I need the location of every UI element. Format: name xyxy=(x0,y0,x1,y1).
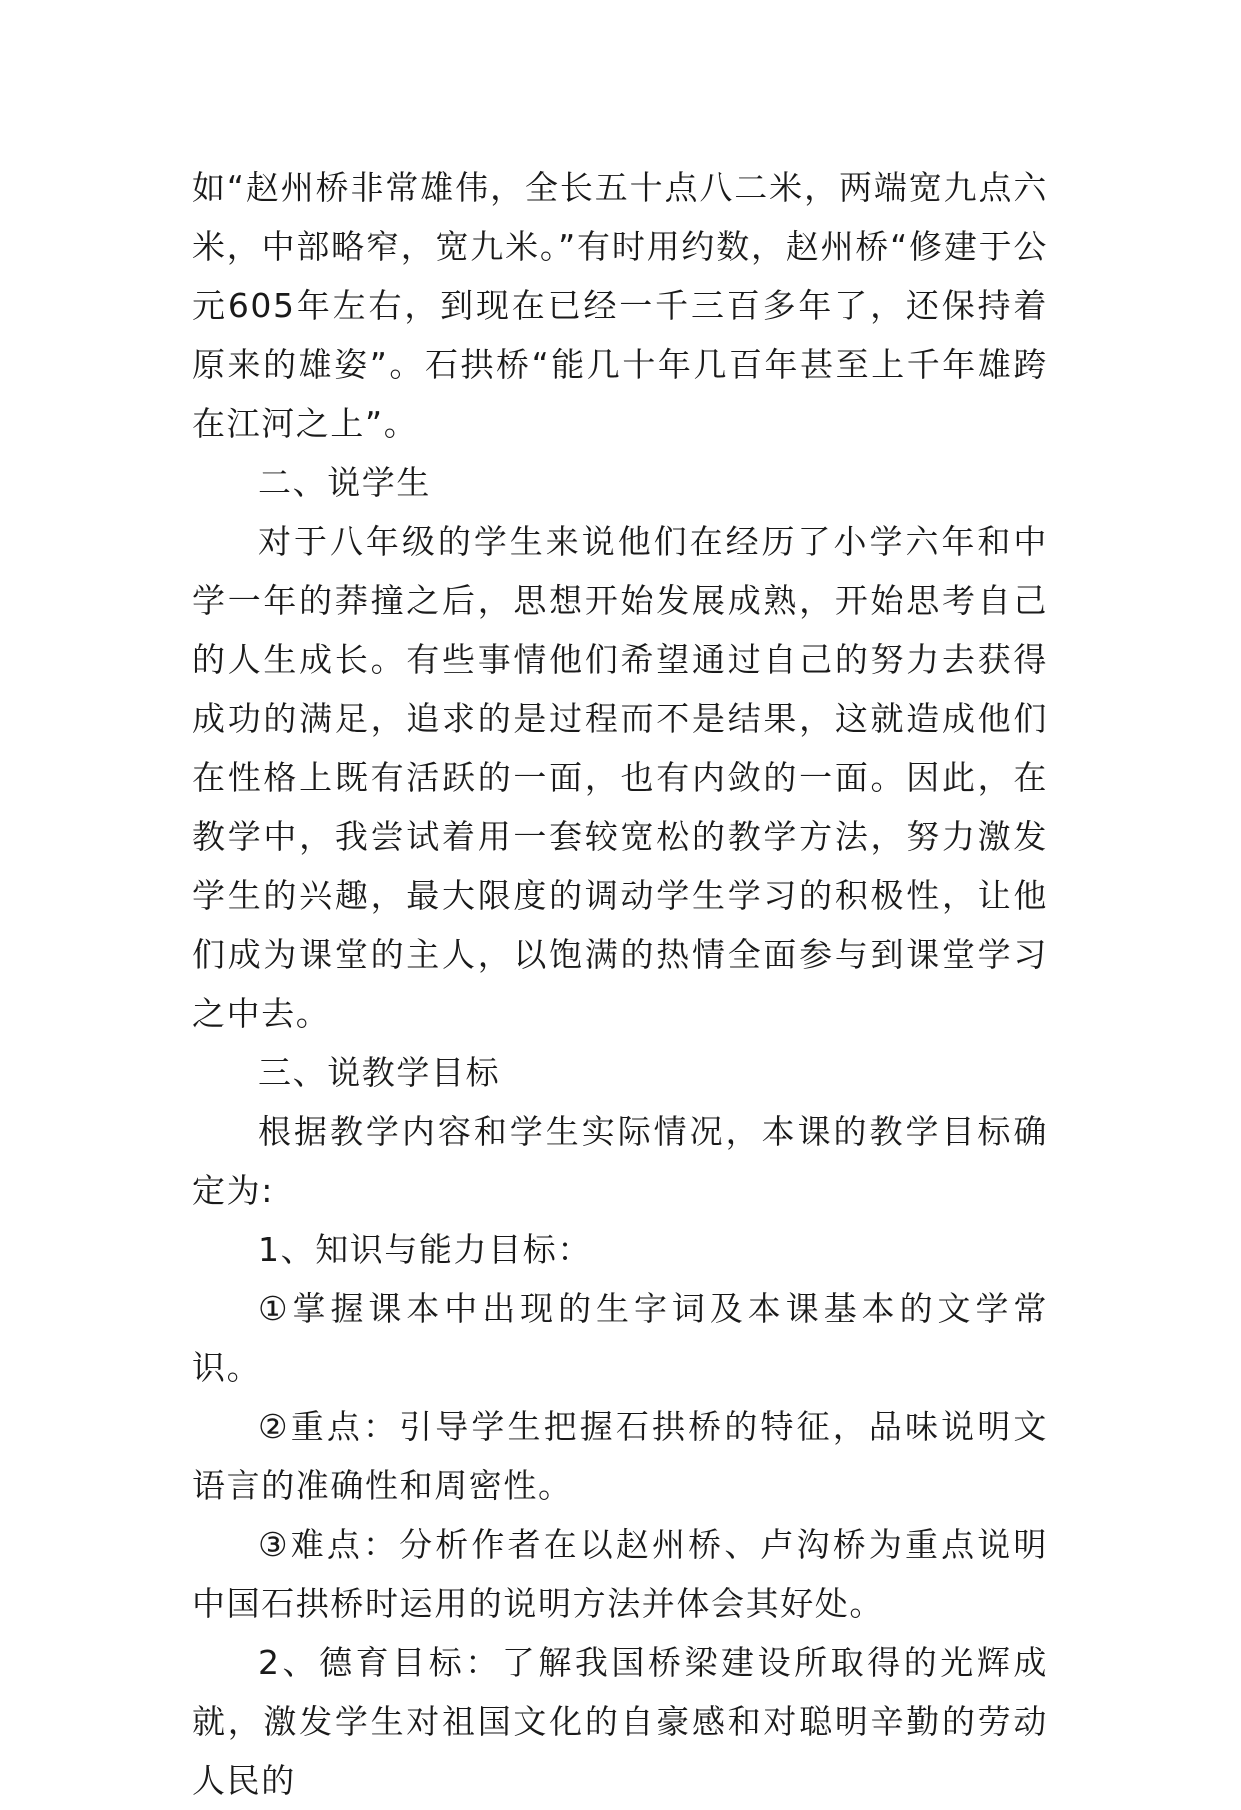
paragraph-goal-knowledge: 1、知识与能力目标： xyxy=(258,1230,592,1269)
paragraph-goal-difficulty: ③难点：分析作者在以赵州桥、卢沟桥为重点说明中国石拱桥时运用的说明方法并体会其好处。 xyxy=(192,1525,1048,1623)
paragraph-goals-intro: 根据教学内容和学生实际情况，本课的教学目标确定为: xyxy=(192,1112,1048,1210)
paragraph-example: 如“赵州桥非常雄伟，全长五十点八二米，两端宽九点六米，中部略窄，宽九米。”有时用约数，赵州桥“修建于公元605年左右，到现在已经一千三百多年了，还保持着原来的雄姿”。石拱桥“能几十年几百年甚至上千年雄跨在江河之上”。 xyxy=(192,168,1048,443)
paragraph-goal-key-point: ②重点：引导学生把握石拱桥的特征，品味说明文语言的准确性和周密性。 xyxy=(192,1407,1048,1505)
paragraph-goal-knowledge-a: ①掌握课本中出现的生字词及本课基本的文学常识。 xyxy=(192,1289,1048,1387)
heading-students: 二、说学生 xyxy=(258,463,431,502)
paragraph-goal-moral: 2、德育目标：了解我国桥梁建设所取得的光辉成就，激发学生对祖国文化的自豪感和对聪明辛勤的劳动人民的 xyxy=(192,1643,1048,1800)
heading-teaching-goals: 三、说教学目标 xyxy=(258,1053,501,1092)
paragraph-students: 对于八年级的学生来说他们在经历了小学六年和中学一年的莽撞之后，思想开始发展成熟，开始思考自己的人生成长。有些事情他们希望通过自己的努力去获得成功的满足，追求的是过程而不是结果，这就造成他们在性格上既有活跃的一面，也有内敛的一面。因此，在教学中，我尝试着用一套较宽松的教学方法，努力激发学生的兴趣，最大限度的调动学生学习的积极性，让他们成为课堂的主人，以饱满的热情全面参与到课堂学习之中去。 xyxy=(192,522,1048,1033)
document-body xyxy=(192,158,1048,1810)
